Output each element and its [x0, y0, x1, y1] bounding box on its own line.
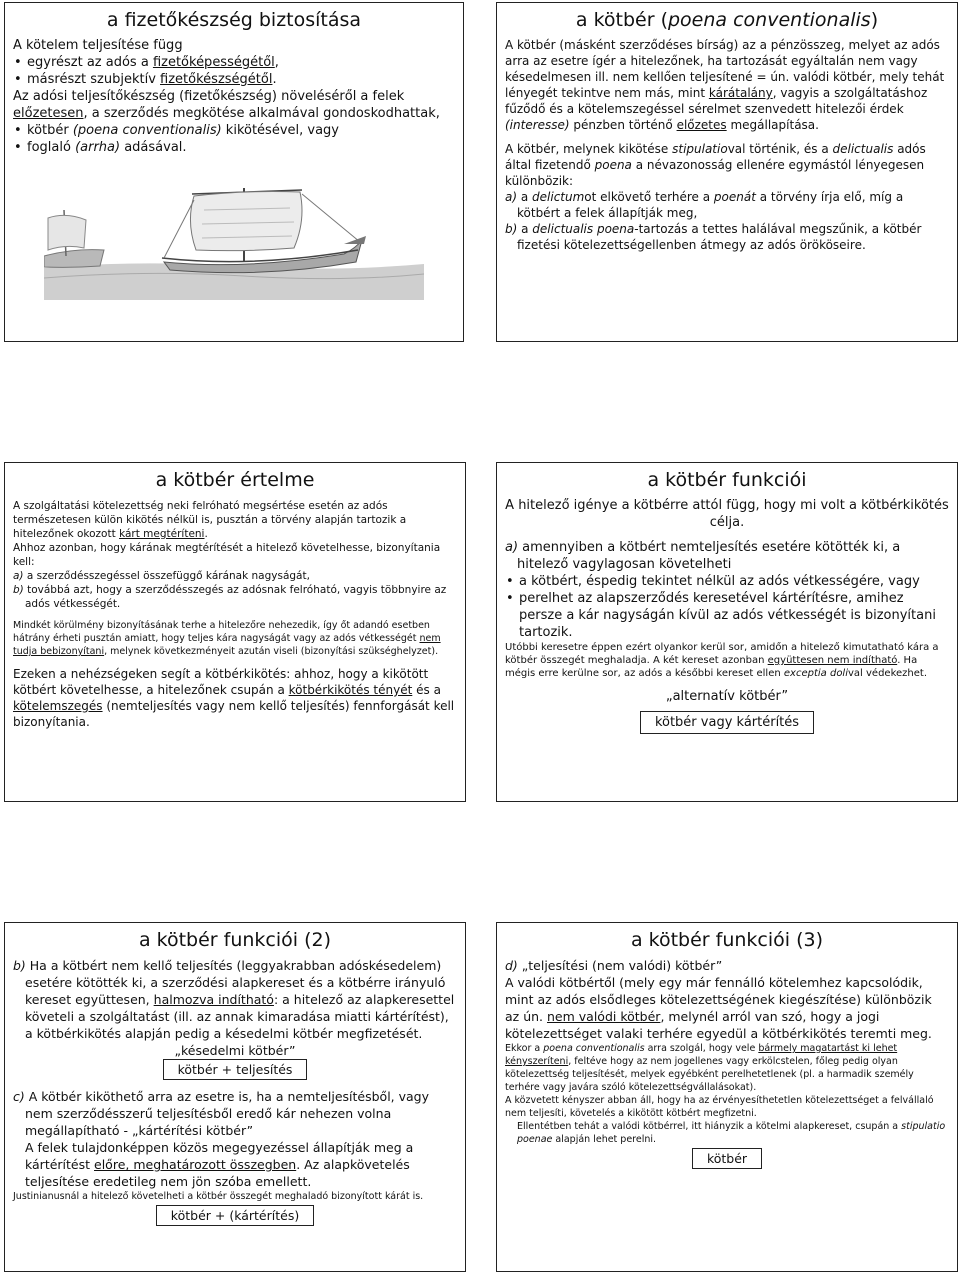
slide-kotber-funkcioi-2: [4, 922, 466, 1272]
list-item: a) amennyiben a kötbért nemteljesítés esetére kötötték ki, a hitelező vagylagosan követelheti: [505, 540, 901, 572]
summary-box: kötbér vagy kártérítés: [640, 711, 814, 734]
paragraph: A közvetett kényszer abban áll, hogy ha az érvényesíthetetlen kötelezettséget a felvállaló nem teljesíti, követelés a kikötött kötbért megfizetni.: [505, 1095, 934, 1119]
list-item: • kötbér (poena conventionalis) kikötésével, vagy: [13, 122, 455, 139]
slide-title: a kötbér funkciói (2): [138, 929, 332, 951]
paragraph: A valódi kötbértől (mely egy már fennálló kötelemhez kapcsolódik, mint az adós elsődleges kötelezettségének kiegészítése) különbözik: [505, 975, 932, 1007]
list-item: a) a szerződésszegéssel összefüggő kárának nagyságát,: [13, 570, 310, 582]
list-item: • a kötbért, éspedig tekintet nélkül az adós vétkességére, vagy: [505, 573, 949, 590]
list-item: • foglaló (arrha) adásával.: [13, 139, 455, 156]
list-item: • egyrészt az adós a fizetőképességétől,: [13, 54, 455, 71]
paragraph: A szolgáltatási kötelezettség neki felróható megsértése esetén az adós természetesen külön kikötés nélkül is, pusztán a törvény alapján tartozik a hitelezőnek okozott kárt megtéríteni.: [13, 500, 407, 540]
slide-kotber-funkcioi: [496, 462, 958, 802]
list-item: b) Ha a kötbért nem kellő teljesítés (leggyakrabban adóskésedelem) esetére kötötték ki, a szerződési alapkereset és a kötbérre irányuló kereset együttesen, halmozva indítható: a hitelező az alapkeresettel követeli a szolgáltatást (ill. az annak kimaradása miatti kártérítést), a kötbérkikötés alapján pedig a késedelmi kötbér megfizetését.: [13, 958, 455, 1041]
slide-title: a kötbér értelme: [155, 469, 315, 491]
list-item: a) a delictumot elkövető terhére a poenát a törvény írja elő, míg a kötbért a felek állapítják meg,: [505, 190, 904, 220]
paragraph: A kötbér, melynek kikötése stipulatioval történik, és a delictualis adós által fizetendő poena a névazonosság ellenére egymástól lényegesen különbözik:: [505, 142, 926, 188]
paragraph: Ellentétben tehát a valódi kötbérrel, itt hiányzik a kötelmi alapkereset, csupán a stipulatio poenae alapján lehet perelni.: [517, 1121, 946, 1145]
list-item: b) a delictualis poena-tartozás a tettes halálával megszűnik, a kötbér fizetési kötelezettségellenben átmegy az adós örököseire.: [505, 222, 922, 252]
slide-title: a fizetőkészség biztosítása: [106, 9, 362, 31]
slide-kotber-definition: [496, 2, 958, 342]
quote-label: „alternatív kötbér”: [665, 689, 789, 704]
slide-title: a kötbér funkciói: [647, 469, 807, 491]
list-item: • másrészt szubjektív fizetőkészségétől.: [13, 71, 455, 88]
paragraph: az ún. nem valódi kötbér, melynél arról van szó, hogy a jogi kötelezettséget valaki terhére egyedül a kötbérkikötés teremti meg.: [505, 1009, 932, 1041]
paragraph: Justinianusnál a hitelező követelheti a kötbér összegét meghaladó bizonyított kárát is.: [13, 1191, 424, 1202]
slide-kotber-funkcioi-3: [496, 922, 958, 1272]
paragraph: A felek tulajdonképpen közös megegyezéssel állapítják meg a kártérítést előre, meghatározott összegben. Az alapkövetelés teljesítése eredetileg nem jön szóba emellett.: [25, 1140, 414, 1189]
list-item: • perelhet az alapszerződés keresetével kártérítésre, amihez persze a kár nagyságán kívül az adós vétkességét is bizonyítani tartozik.: [505, 590, 949, 641]
list-item: b) továbbá azt, hogy a szerződésszegés az adósnak felróható, vagyis többnyire az adós vétkességét.: [13, 584, 447, 610]
paragraph: A kötelem teljesítése függ: [13, 38, 183, 53]
paragraph: Ahhoz azonban, hogy kárának megtérítését a hitelező követelhesse, bizonyítania kell:: [13, 542, 441, 568]
slide-fizetokeszseg: [4, 2, 464, 342]
slide-kotber-ertelme: [4, 462, 466, 802]
paragraph: Mindkét körülmény bizonyításának terhe a hitelezőre nehezedik, így őt adandó esetben hátrány érheti pusztán amiatt, hogy teljes kára nagyságát vagy az adós vétkességét nem tudja bebizonyítani, melynek következményeit azután viseli (bizonyítási szükséghelyzet).: [13, 620, 441, 657]
summary-box: kötbér: [692, 1148, 762, 1169]
paragraph: A hitelező igénye a kötbérre attól függ, hogy mi volt a kötbérkikötés célja.: [505, 498, 949, 530]
paragraph: Az adósi teljesítőkészség (fizetőkészség) növeléséről a felek előzetesen, a szerződés megkötése alkalmával gondoskodhattak,: [13, 89, 440, 121]
summary-box: kötbér + teljesítés: [163, 1059, 308, 1080]
list-item: c) A kötbér kiköthető arra az esetre is, ha a nemteljesítésből, vagy nem szerződésszerű teljesítésből eredő kár nehezen volna megállapítható - „kártérítési kötbér”: [13, 1089, 430, 1138]
slide-title: a kötbér (poena conventionalis): [575, 9, 879, 31]
paragraph: Utóbbi keresetre éppen ezért olyankor kerül sor, amidőn a hitelező kimutatható kára a kötbér összegét meghaladja. A két kereset azonban együttesen nem indítható. Ha mégis erre kerülne sor, az adós a későbbi kereset ellen exceptia dolival védekezhet.: [505, 642, 939, 679]
slide-title: a kötbér funkciói (3): [630, 929, 824, 951]
summary-box: kötbér + (kártérítés): [156, 1205, 314, 1226]
paragraph: A kötbér (másként szerződéses bírság) az a pénzösszeg, melyet az adós arra az esetre ígér a hitelezőnek, ha tartozását egyáltalán nem vagy késedelmesen ill. nem kellően teljesítené = ún. valódi kötbér, mely tehát lényegét tekintve nem más, mint kárátalány, vagyis a szolgáltatáshoz fűződő és a kötelemszegéssel sérelmet szenvedett hitelezői érdek (interesse) pénzben történő előzetes megállapítása.: [505, 38, 945, 132]
paragraph: Ezeken a nehézségeken segít a kötbérkikötés: ahhoz, hogy a kikötött kötbért követelhesse, a hitelezőnek csupán a kötbérkikötés tényét és a kötelemszegés (nemteljesítés vagy nem kellő teljesítés) fennforgását kell bizonyítania.: [13, 667, 455, 729]
paragraph: Ekkor a poena conventionalis arra szolgál, hogy vele bármely magatartást ki lehet kényszeríteni, feltéve hogy az nem jogellenes vagy erkölcstelen, főleg pedig olyan kötelezettség teljesítését, melyek egyébként perelhetetlenek (pl. a harmadik személy terhére vagy javára szóló kötelezettségvállalásokat).: [505, 1043, 914, 1093]
quote-label: „késedelmi kötbér”: [174, 1043, 296, 1058]
list-item: d) „teljesítési (nem valódi) kötbér”: [505, 958, 723, 973]
ship-illustration: [44, 170, 424, 300]
